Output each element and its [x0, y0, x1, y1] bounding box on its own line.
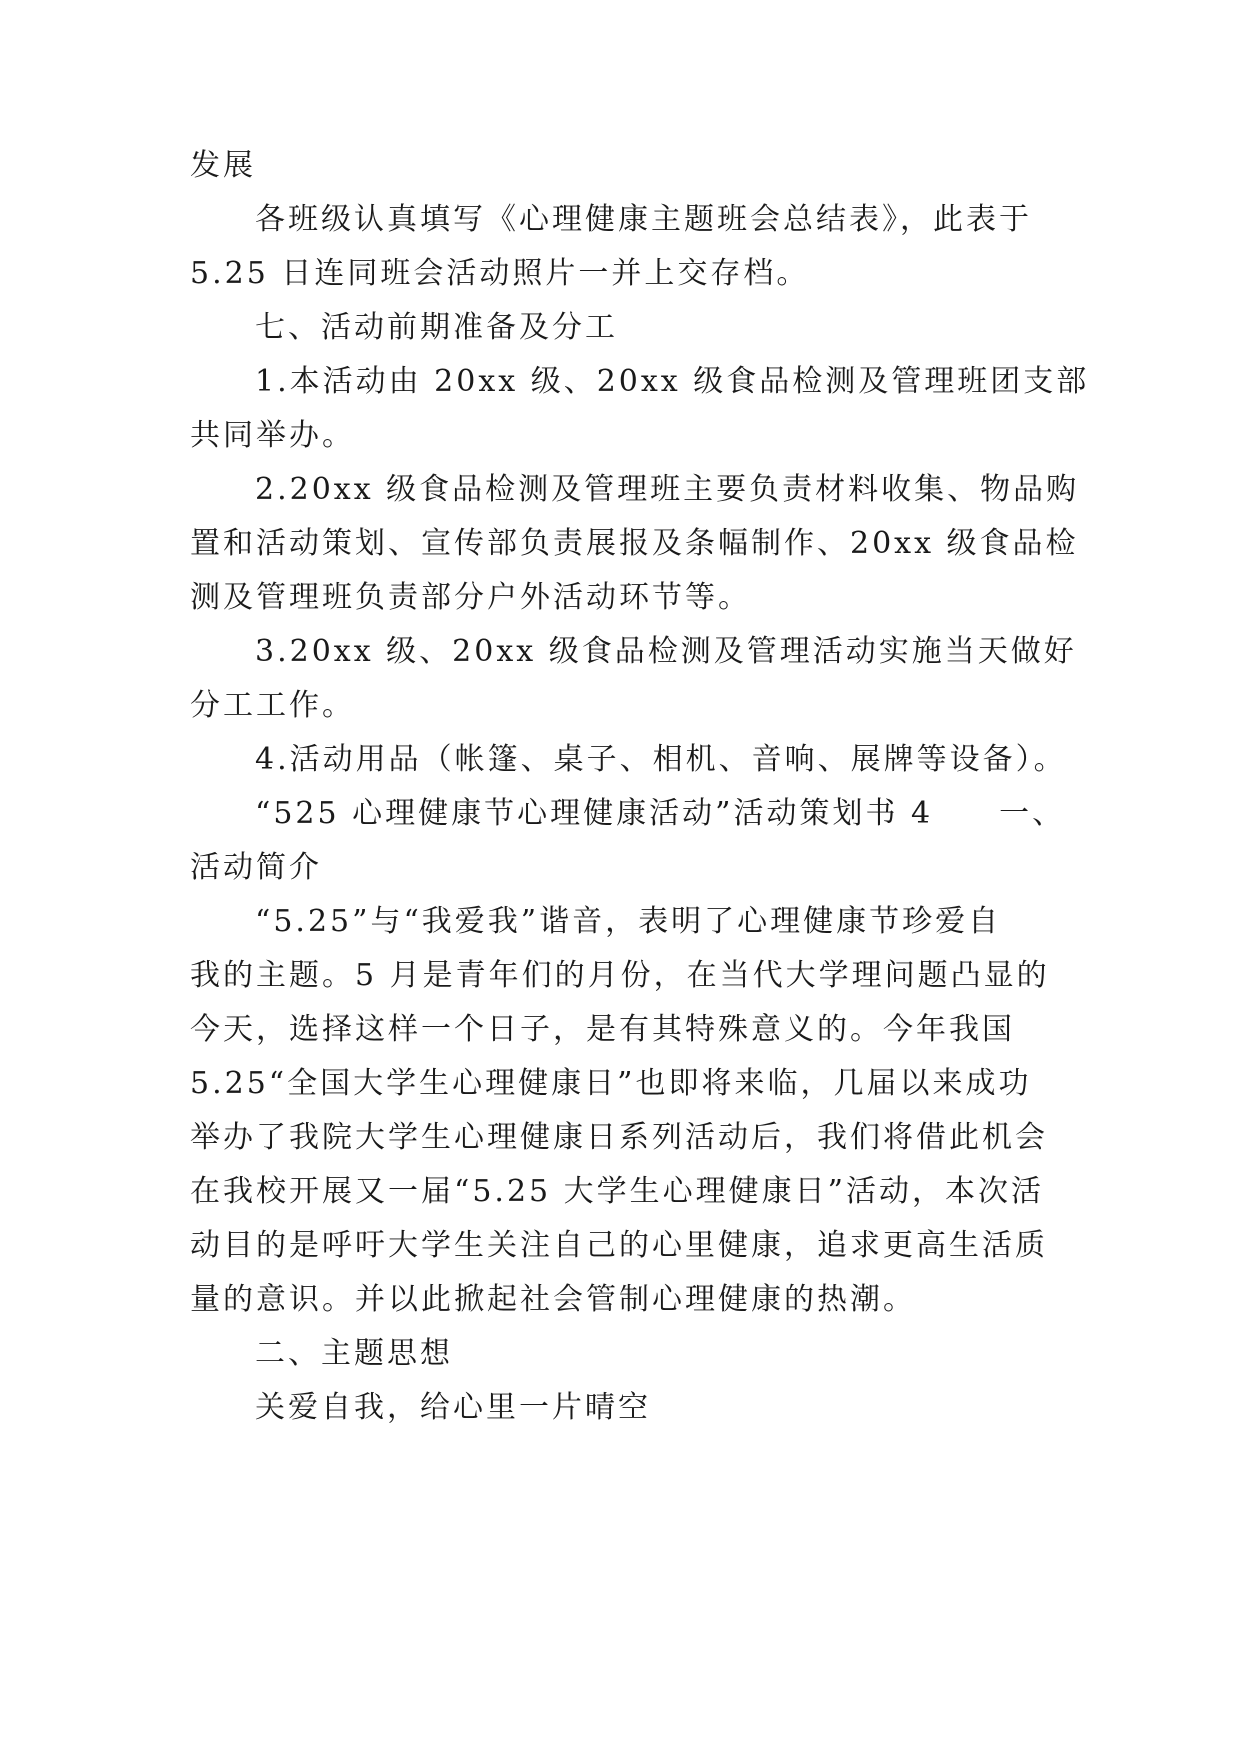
text-line: 测及管理班负责部分户外活动环节等。	[190, 580, 751, 615]
text-line: 2.20xx 级食品检测及管理班主要负责材料收集、物品购	[255, 472, 1080, 507]
text-line: 3.20xx 级、20xx 级食品检测及管理活动实施当天做好	[255, 634, 1077, 669]
text-line: 5.25 日连同班会活动照片一并上交存档。	[190, 256, 810, 291]
text-line: 分工工作。	[190, 688, 355, 723]
text-line: 5.25“全国大学生心理健康日”也即将来临，几届以来成功	[190, 1066, 1032, 1101]
section-heading: 七、活动前期准备及分工	[255, 310, 618, 345]
text-line: 1.本活动由 20xx 级、20xx 级食品检测及管理班团支部	[255, 364, 1090, 399]
text-line: 动目的是呼吁大学生关注自己的心里健康，追求更高生活质	[190, 1228, 1048, 1263]
text-line: 关爱自我，给心里一片晴空	[255, 1390, 651, 1425]
text-line: “5.25”与“我爱我”谐音，表明了心理健康节珍爱自	[255, 904, 1002, 939]
text-line: 4.活动用品（帐篷、桌子、相机、音响、展牌等设备）。	[255, 742, 1067, 777]
text-line: 在我校开展又一届“5.25 大学生心理健康日”活动，本次活	[190, 1174, 1045, 1209]
text-line: 我的主题。5 月是青年们的月份，在当代大学理问题凸显的	[190, 958, 1050, 993]
text-line: 共同举办。	[190, 418, 355, 453]
text-line: 各班级认真填写《心理健康主题班会总结表》，此表于	[255, 202, 1032, 237]
section-heading: 二、主题思想	[255, 1336, 453, 1371]
text-line: 今天，选择这样一个日子，是有其特殊意义的。今年我国	[190, 1012, 1015, 1047]
section-title: “525 心理健康节心理健康活动”活动策划书 4 一、	[255, 796, 1066, 831]
text-line: 置和活动策划、宣传部负责展报及条幅制作、20xx 级食品检	[190, 526, 1079, 561]
text-line: 活动简介	[190, 850, 322, 885]
text-line: 量的意识。并以此掀起社会管制心理健康的热潮。	[190, 1282, 916, 1317]
text-line: 发展	[190, 148, 256, 183]
text-line: 举办了我院大学生心理健康日系列活动后，我们将借此机会	[190, 1120, 1048, 1155]
